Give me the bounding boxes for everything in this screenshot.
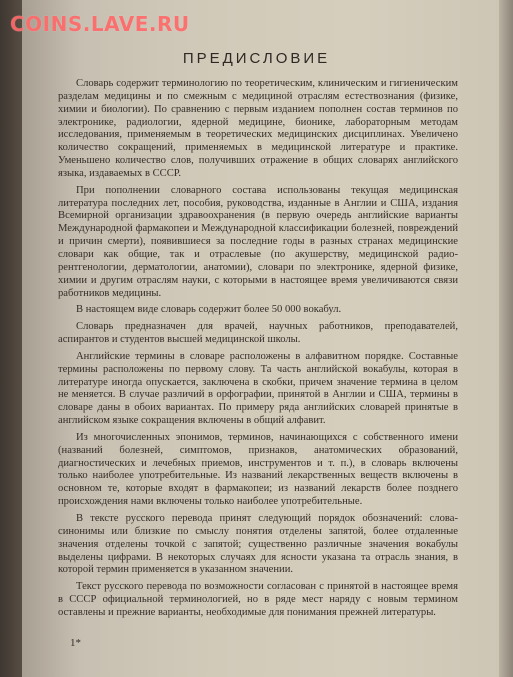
paragraph: В настоящем виде словарь содержит более 50 000 вокабул. <box>76 304 342 316</box>
watermark: COINS.LAVE.RU <box>10 12 190 36</box>
paragraph: В тексте русского перевода принят следующий порядок обозначений: слова-синонимы или близкие по смыслу понятия отделены запятой, более отдаленные значения отделены точкой с запятой; существенно различные значения вокабулы выделены цифрами. В некоторых случаях для ясности указана та отрасль знания, в которой термин применяется в указанном значении. <box>58 513 458 576</box>
paragraph: Текст русского перевода по возможности согласован с принятой в настоящее время в СССР официальной терминологией, но в ряде мест наряду с новым термином оставлены и прежние варианты, необходимые для понимания прежней литературы. <box>58 581 458 618</box>
page-title: ПРЕДИСЛОВИЕ <box>182 50 331 67</box>
paragraph: При пополнении словарного состава использованы текущая медицинская литература последних лет, пособия, руководства, изданные в Англии и США, издания Всемирной организации здравоохранения (в первую очередь английские варианты Международной фармакопеи и Международной классификации болезней, повреждений и причин смерти), появившиеся за последние годы в разных странах медицинские словари как общие, так и отраслевые (по акушерству, медицинской радио-рентгенологии, дерматологии, анатомии), словари по электронике, ядерной физике, химии и другим отраслям науки, с которыми в настоящее время увеличиваются связи работников медицины. <box>58 184 458 299</box>
paragraph: Словарь предназначен для врачей, научных работников, преподавателей, аспирантов и студентов высшей медицинской школы. <box>58 321 458 346</box>
paragraph: Английские термины в словаре расположены в алфавитном порядке. Составные термины расположены по первому слову. Та часть английской вокабулы, которая в литературе иногда опускается, заключена в скобки, причем значение термина в целом не меняется. В случае различий в орфографии, принятой в Англии и США, термины в словаре даны в обоих вариантах. По примеру ряда английских словарей принятые в английском языке сокращения включены в общий алфавит. <box>58 350 458 427</box>
page-number: 1* <box>70 637 81 649</box>
paragraph: Из многочисленных эпонимов, терминов, начинающихся с собственного имени (названий болезней, симптомов, признаков, анатомических образований, диагностических и лечебных приемов, инструментов и т. п.), в словарь включены только наиболее употребительные. Из названий лекарственных веществ включены в основном те, которые входят в фармакопеи; из названий лекарств более позднего происхождения нами включены только наиболее употребительные. <box>58 431 458 508</box>
body-text <box>58 78 458 624</box>
page-edge <box>499 0 513 677</box>
paragraph: Словарь содержит терминологию по теоретическим, клиническим и гигиеническим разделам медицины и по смежным с медициной отраслям естествознания (физике, химии и биологии). По сравнению с первым изданием пополнен состав терминов по электронике, радиологии, ядерной медицине, бионике, лабораторным методам исследования, применяемым в теоретических медицинских дисциплинах. Увеличено количество сокращений, применяемых в медицинской литературе и практике. Уменьшено количество слов, получивших отражение в общих словарях английского языка, издаваемых в СССР. <box>58 78 458 179</box>
